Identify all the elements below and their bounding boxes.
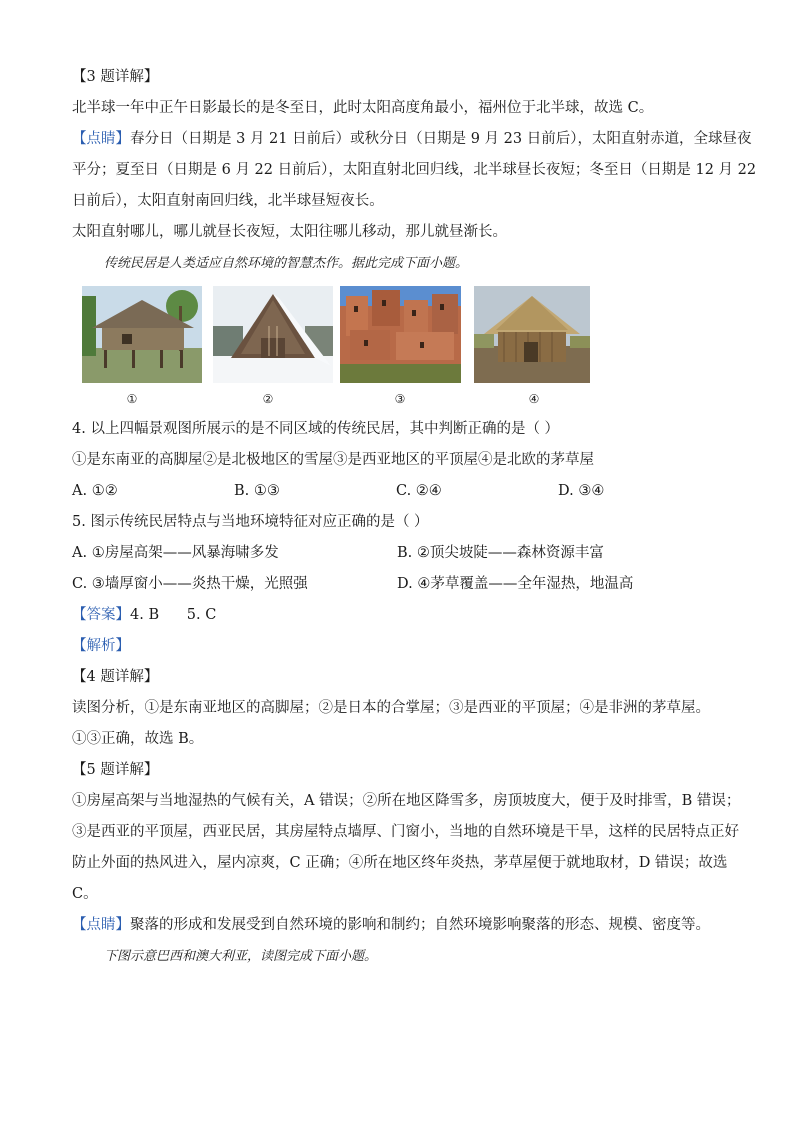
question-4-option-a: A. ①②: [72, 483, 118, 499]
question-4-stem: 4. 以上四幅景观图所展示的是不同区域的传统民居，其中判断正确的是（ ）: [72, 421, 560, 437]
section-3-tip-line-2: 平分；夏至日（日期是 6 月 22 日前后），太阳直射北回归线，北半球昼长夜短；冬至日（日期是 12 月 22: [72, 162, 757, 178]
section-5-title: 【5 题详解】: [72, 762, 159, 778]
question-5-options-row-1: [72, 538, 722, 569]
section-5-line-1: ①房屋高架与当地湿热的气候有关，A 错误；②所在地区降雪多，房顶坡度大，便于及时排雪，B 错误；: [72, 793, 741, 809]
answer-label: 【答案】: [72, 607, 130, 623]
section-5-line-4: C。: [72, 886, 98, 902]
section-3-tip-line-3: 日前后），太阳直射南回归线，北半球昼短夜长。: [72, 193, 384, 209]
section-3-body: 北半球一年中正午日影最长的是冬至日，此时太阳高度角最小，福州位于北半球，故选 C。: [72, 100, 654, 116]
question-5-options-row-2: [72, 569, 722, 600]
photo-caption-4: ④: [528, 392, 540, 406]
question-4-option-b: B. ①③: [234, 483, 280, 499]
analysis-label: 【解析】: [72, 638, 130, 654]
section-3-tip-line-4: 太阳直射哪儿，哪儿就昼长夜短，太阳往哪儿移动，那儿就昼渐长。: [72, 224, 507, 240]
photo-gassho-house: [213, 286, 333, 383]
answer-line: [72, 600, 722, 631]
section-4-line-1: 读图分析，①是东南亚地区的高脚屋；②是日本的合掌屋；③是西亚的平顶屋；④是非洲的茅草屋。: [72, 700, 710, 716]
photo-caption-3: ③: [394, 392, 406, 406]
photo-flat-roof-house: [340, 286, 461, 383]
section-5-line-3: 防止外面的热风进入，屋内凉爽，C 正确；④所在地区终年炎热，茅草屋便于就地取材，D 错误；故选: [72, 855, 728, 871]
question-intro-2: 下图示意巴西和澳大利亚，读图完成下面小题。: [104, 949, 378, 964]
photo-thatched-hut: [474, 286, 590, 383]
photo-row: [72, 286, 722, 414]
section-5-line-2: ③是西亚的平顶屋，西亚民居，其房屋特点墙厚、门窗小，当地的自然环境是干旱，这样的民居特点正好: [72, 824, 739, 840]
section-5-tip: 【点睛】聚落的形成和发展受到自然环境的影响和制约；自然环境影响聚落的形态、规模、密度等。: [72, 917, 710, 933]
section-4-title: 【4 题详解】: [72, 669, 159, 685]
photo-caption-2: ②: [262, 392, 274, 406]
photo-caption-1: ①: [126, 392, 138, 406]
answer-value: 4. B 5. C: [130, 607, 217, 623]
section-3-tip-line-1: 【点睛】春分日（日期是 3 月 21 日前后）或秋分日（日期是 9 月 23 日前后），太阳直射赤道，全球昼夜: [72, 131, 752, 147]
question-5-option-a: A. ①房屋高架——风暴海啸多发: [72, 545, 279, 561]
question-4-option-c: C. ②④: [396, 483, 442, 499]
tip-label: 【点睛】: [72, 917, 130, 933]
question-intro-1: 传统民居是人类适应自然环境的智慧杰作。据此完成下面小题。: [104, 256, 469, 271]
question-5-option-b: B. ②顶尖坡陡——森林资源丰富: [397, 545, 604, 561]
section-3-title: 【3 题详解】: [72, 69, 159, 85]
question-5-option-c: C. ③墙厚窗小——炎热干燥，光照强: [72, 576, 308, 592]
section-4-line-2: ①③正确，故选 B。: [72, 731, 204, 747]
photo-stilt-house: [82, 286, 202, 383]
question-4-options: [72, 476, 722, 507]
question-4-option-d: D. ③④: [558, 483, 605, 499]
document-page: [72, 62, 757, 973]
question-5-option-d: D. ④茅草覆盖——全年湿热，地温高: [397, 576, 634, 592]
question-5-stem: 5. 图示传统民居特点与当地环境特征对应正确的是（ ）: [72, 514, 429, 530]
tip-label: 【点睛】: [72, 131, 130, 147]
question-4-desc: ①是东南亚的高脚屋②是北极地区的雪屋③是西亚地区的平顶屋④是北欧的茅草屋: [72, 452, 594, 468]
